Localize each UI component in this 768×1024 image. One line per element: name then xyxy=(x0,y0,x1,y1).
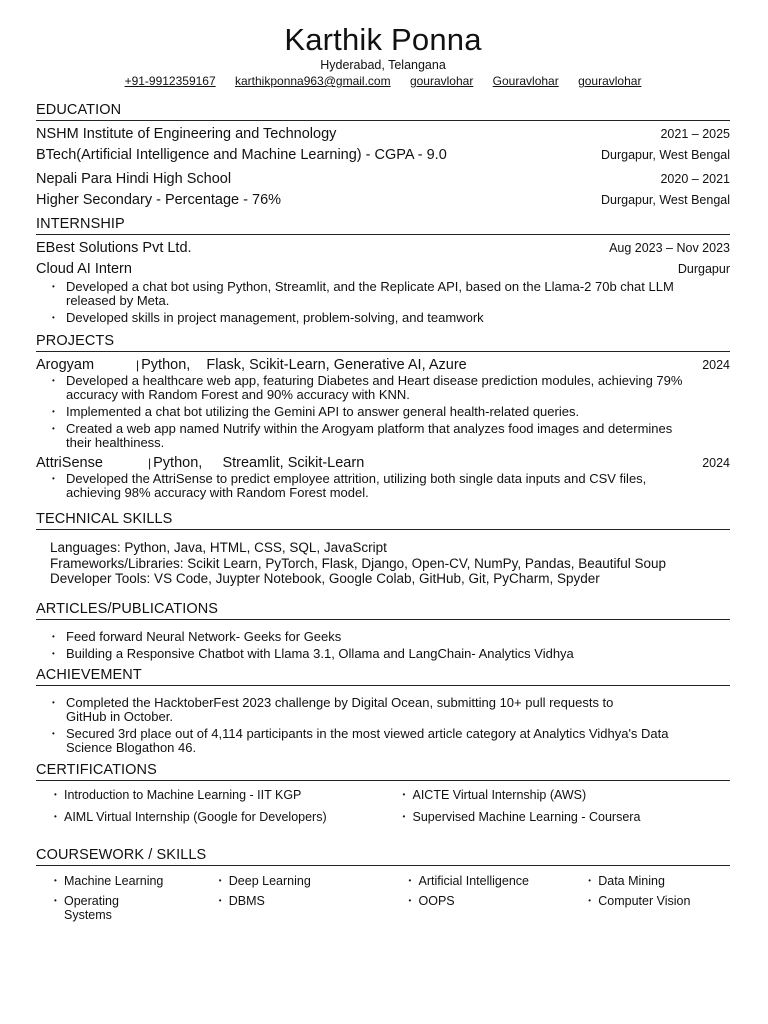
project-entry xyxy=(36,356,730,450)
project-name: AttriSense xyxy=(36,455,103,471)
article-bullets xyxy=(36,630,730,661)
education-dates: 2021 – 2025 xyxy=(660,127,730,141)
contact-links xyxy=(36,74,730,89)
coursework-item: • Artificial Intelligence xyxy=(391,874,571,888)
coursework-item: • DBMS xyxy=(201,894,391,908)
coursework-item: • Computer Vision xyxy=(570,894,730,908)
institution-name: Nepali Para Hindi High School xyxy=(36,171,232,187)
bullet-item: • Building a Responsive Chatbot with Llama 3.1, Ollama and LangChain- Analytics Vidhya xyxy=(36,647,730,661)
section-heading: ARTICLES/PUBLICATIONS xyxy=(36,600,730,620)
section-heading: INTERNSHIP xyxy=(36,215,730,235)
internship-place: Durgapur xyxy=(677,262,730,276)
project-year: 2024 xyxy=(702,358,730,372)
skills-frameworks: Frameworks/Libraries: Scikit Learn, PyTorch, Flask, Django, Open-CV, NumPy, Pandas, Beautiful Soup xyxy=(50,555,667,571)
institution-name: NSHM Institute of Engineering and Technology xyxy=(36,126,337,142)
education-entry xyxy=(36,170,730,209)
bullet-item: • Feed forward Neural Network- Geeks for Geeks xyxy=(36,630,730,644)
bullet-item: • Developed a chat bot using Python, Streamlit, and the Replicate API, based on the Llama-2 70b chat LLM released by Meta. xyxy=(36,280,730,308)
certification-item: • Supervised Machine Learning - Coursera xyxy=(385,810,731,824)
education-dates: 2020 – 2021 xyxy=(660,172,730,186)
projects-section xyxy=(36,332,730,500)
degree-name: BTech(Artificial Intelligence and Machine Learning) - CGPA - 9.0 xyxy=(36,147,447,163)
coursework-item: • Machine Learning xyxy=(36,874,201,888)
certification-item: • AIML Virtual Internship (Google for Developers) xyxy=(36,810,385,824)
resume-page xyxy=(36,0,730,928)
role-title: Cloud AI Intern xyxy=(36,261,132,277)
github-link[interactable]: Gouravlohar xyxy=(492,74,559,88)
education-entry xyxy=(36,125,730,164)
certifications-grid xyxy=(36,788,730,832)
bullet-item: • Completed the HacktoberFest 2023 challenge by Digital Ocean, submitting 10+ pull requests to GitHub in October. xyxy=(36,696,730,724)
certification-item: • AICTE Virtual Internship (AWS) xyxy=(385,788,731,802)
coursework-item: • Deep Learning xyxy=(201,874,391,888)
bullet-item: • Developed the AttriSense to predict employee attrition, utilizing both single data inputs and CSV files, achieving 98% accuracy with Random Forest model. xyxy=(36,472,730,500)
internship-dates: Aug 2023 – Nov 2023 xyxy=(609,241,730,255)
section-heading: CERTIFICATIONS xyxy=(36,761,730,781)
coursework-item: • Operating Systems xyxy=(36,894,144,922)
bullet-item: • Developed a healthcare web app, featuring Diabetes and Heart disease prediction modules, achieving 79% accuracy with Random Forest and 90% accuracy with KNN. xyxy=(36,374,730,402)
project-bullets xyxy=(36,374,730,450)
project-entry xyxy=(36,454,730,500)
coursework-item: • OOPS xyxy=(391,894,571,908)
email-link[interactable]: karthikponna963@gmail.com xyxy=(235,74,391,88)
candidate-name: Karthik Ponna xyxy=(284,22,482,57)
bullet-item: • Secured 3rd place out of 4,114 participants in the most viewed article category at Analytics Vidhya's Data Science Blogathon 46. xyxy=(36,727,730,755)
certification-item: • Introduction to Machine Learning - IIT KGP xyxy=(36,788,385,802)
separator: | xyxy=(148,456,152,470)
certifications-section xyxy=(36,761,730,832)
coursework-item: • Data Mining xyxy=(570,874,730,888)
portfolio-link[interactable]: gouravlohar xyxy=(578,74,642,88)
skills-list xyxy=(36,540,730,587)
company-name: EBest Solutions Pvt Ltd. xyxy=(36,240,192,256)
section-heading: ACHIEVEMENT xyxy=(36,666,730,686)
project-year: 2024 xyxy=(702,456,730,470)
project-tech: Python, Flask, Scikit-Learn, Generative AI, Azure xyxy=(141,357,467,373)
education-place: Durgapur, West Bengal xyxy=(600,193,730,207)
section-heading: TECHNICAL SKILLS xyxy=(36,510,730,530)
bullet-item: • Developed skills in project management, problem-solving, and teamwork xyxy=(36,311,730,325)
coursework-grid xyxy=(36,874,730,928)
achievement-bullets xyxy=(36,696,730,755)
skills-section xyxy=(36,510,730,587)
internship-section xyxy=(36,215,730,325)
degree-name: Higher Secondary - Percentage - 76% xyxy=(36,192,282,208)
separator: | xyxy=(136,358,140,372)
coursework-section xyxy=(36,846,730,928)
education-section xyxy=(36,101,730,209)
candidate-location: Hyderabad, Telangana xyxy=(320,58,446,72)
education-place: Durgapur, West Bengal xyxy=(600,148,730,162)
project-name: Arogyam xyxy=(36,357,95,373)
project-bullets xyxy=(36,472,730,500)
skills-languages: Languages: Python, Java, HTML, CSS, SQL, JavaScript xyxy=(50,540,387,555)
achievement-section xyxy=(36,666,730,755)
section-heading: EDUCATION xyxy=(36,101,730,121)
bullet-item: • Created a web app named Nutrify within the Arogyam platform that analyzes food images and determines their healthiness. xyxy=(36,422,730,450)
skills-tools: Developer Tools: VS Code, Juypter Notebook, Google Colab, GitHub, Git, PyCharm, Spyder xyxy=(50,571,600,586)
internship-bullets xyxy=(36,280,730,325)
project-tech: Python, Streamlit, Scikit-Learn xyxy=(153,455,365,471)
phone-link[interactable]: +91-9912359167 xyxy=(124,74,216,88)
linkedin-link[interactable]: gouravlohar xyxy=(409,74,474,88)
section-heading: COURSEWORK / SKILLS xyxy=(36,846,730,866)
bullet-item: • Implemented a chat bot utilizing the Gemini API to answer general health-related queries. xyxy=(36,405,730,419)
articles-section xyxy=(36,600,730,661)
section-heading: PROJECTS xyxy=(36,332,730,352)
